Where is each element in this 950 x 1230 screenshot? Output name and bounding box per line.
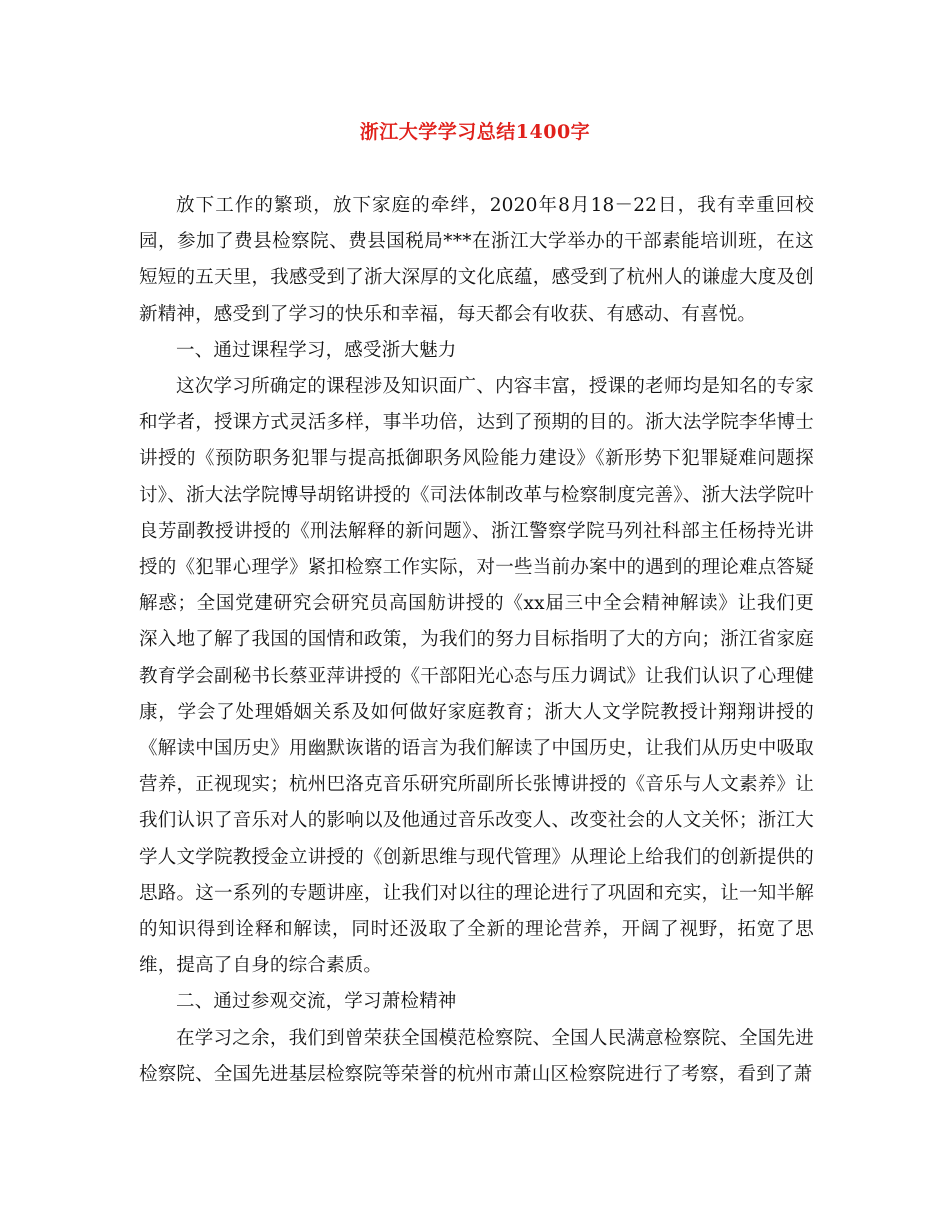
section-heading-2: 二、通过参观交流，学习萧检精神 [176, 991, 457, 1013]
paragraph-visit: 在学习之余，我们到曾荣获全国模范检察院、全国人民满意检察院、全国先进检察院、全国先进基层检察院等荣誉的杭州市萧山区检察院进行了考察，看到了萧 [139, 1027, 814, 1085]
document-body [139, 188, 814, 1093]
paragraph-intro: 放下工作的繁琐，放下家庭的牵绊，2020年8月18－22日，我有幸重回校园，参加了费县检察院、费县国税局***在浙江大学举办的干部素能培训班，在这短短的五天里，我感受到了浙大深厚的文化底蕴，感受到了杭州人的谦虚大度及创新精神，感受到了学习的快乐和幸福，每天都会有收获、有感动、有喜悦。 [139, 195, 814, 325]
document-title: 浙江大学学习总结1400字 [359, 121, 591, 143]
paragraph-courses: 这次学习所确定的课程涉及知识面广、内容丰富，授课的老师均是知名的专家和学者，授课方式灵活多样，事半功倍，达到了预期的目的。浙大法学院李华博士讲授的《预防职务犯罪与提高抵御职务风险能力建设》《新形势下犯罪疑难问题探讨》、浙大法学院博导胡铭讲授的《司法体制改革与检察制度完善》、浙大法学院叶良芳副教授讲授的《刑法解释的新问题》、浙江警察学院马列社科部主任杨持光讲授的《犯罪心理学》紧扣检察工作实际，对一些当前办案中的遇到的理论难点答疑解惑；全国党建研究会研究员高国舫讲授的《xx届三中全会精神解读》让我们更深入地了解了我国的国情和政策，为我们的努力目标指明了大的方向；浙江省家庭教育学会副秘书长蔡亚萍讲授的《干部阳光心态与压力调试》让我们认识了心理健康，学会了处理婚姻关系及如何做好家庭教育；浙大人文学院教授计翔翔讲授的《解读中国历史》用幽默诙谐的语言为我们解读了中国历史，让我们从历史中吸取营养，正视现实；杭州巴洛克音乐研究所副所长张博讲授的《音乐与人文素养》让我们认识了音乐对人的影响以及他通过音乐改变人、改变社会的人文关怀；浙江大学人文学院教授金立讲授的《创新思维与现代管理》从理论上给我们的创新提供的思路。这一系列的专题讲座，让我们对以往的理论进行了巩固和充实，让一知半解的知识得到诠释和解读，同时还汲取了全新的理论营养，开阔了视野，拓宽了思维，提高了自身的综合素质。 [139, 376, 814, 977]
section-heading-1: 一、通过课程学习，感受浙大魅力 [176, 339, 457, 361]
